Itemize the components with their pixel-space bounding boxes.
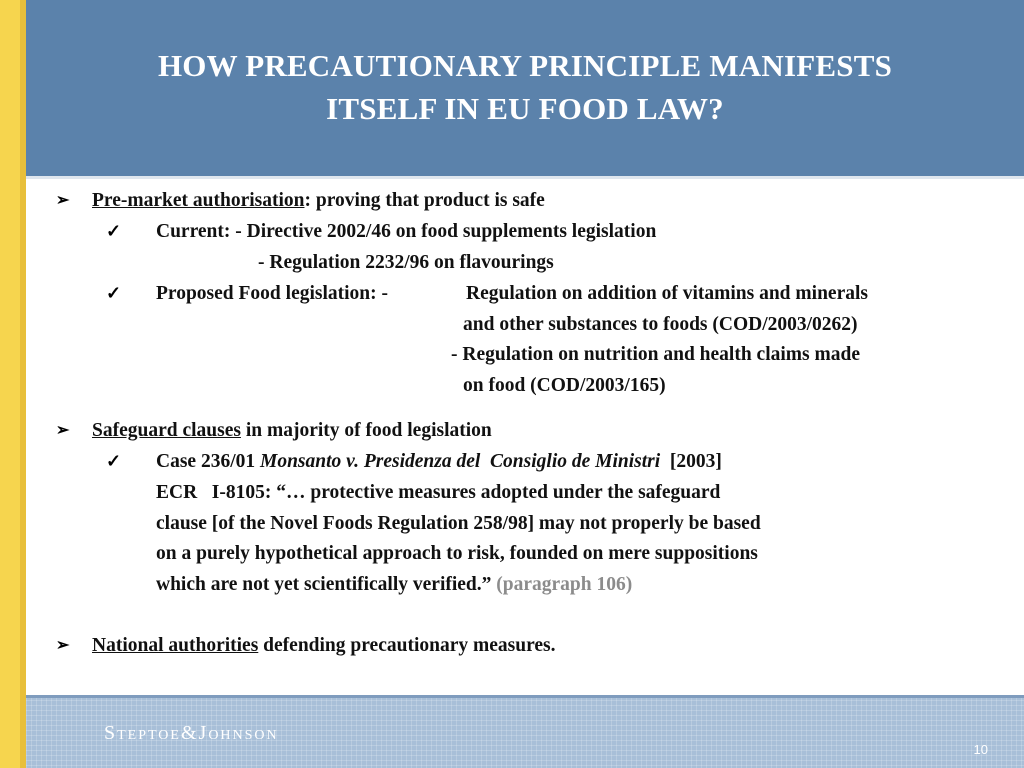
national-heading: National authorities [92,635,259,656]
case-quote-end: which are not yet scientifically verified.” [156,574,497,595]
case-year: [2003] [660,451,722,472]
bullet-premarket [92,189,545,213]
checkmark-icon: ✓ [106,221,122,241]
arrow-bullet-icon: ➢ [56,192,70,209]
arrow-bullet-icon: ➢ [56,422,70,439]
slide-title-line1: HOW PRECAUTIONARY PRINCIPLE MANIFESTS [157,48,893,83]
case-name: Monsanto v. Presidenza del Consiglio de Ministri [260,451,661,472]
case-line2: ECR I-8105: “… protective measures adopted under the safeguard [156,482,721,503]
arrow-bullet-icon: ➢ [56,637,70,654]
case-line1 [156,450,722,474]
checkmark-icon: ✓ [106,283,122,303]
premarket-text: : proving that product is safe [304,190,545,211]
proposed-reg1-line1: Regulation on addition of vitamins and minerals [466,283,868,304]
proposed-reg2-line1: - Regulation on nutrition and health claims made [451,344,860,365]
safeguard-heading: Safeguard clauses [92,420,241,441]
footer-divider [26,695,1024,698]
company-logo: Steptoe&Johnson [104,722,279,744]
slide-title-line2: ITSELF IN EU FOOD LAW? [326,91,724,126]
bullet-national [92,634,556,658]
page-number: 10 [973,742,988,757]
case-line5 [156,573,632,597]
bullet-safeguard [92,419,492,443]
current-line2: - Regulation 2232/96 on flavourings [258,252,554,273]
proposed-reg2-line2: on food (COD/2003/165) [463,375,666,396]
case-prefix: Case 236/01 [156,451,260,472]
national-text: defending precautionary measures. [258,635,556,656]
paragraph-reference: (paragraph 106) [496,574,633,595]
current-line1: Current: - Directive 2002/46 on food supplements legislation [156,221,657,242]
case-line3: clause [of the Novel Foods Regulation 258/98] may not properly be based [156,513,761,534]
slide-title [26,44,1024,130]
premarket-heading: Pre-market authorisation [92,190,305,211]
proposed-label: Proposed Food legislation: - [156,283,389,304]
checkmark-icon: ✓ [106,451,122,471]
case-line4: on a purely hypothetical approach to risk, founded on mere suppositions [156,543,758,564]
proposed-reg1-line2: and other substances to foods (COD/2003/0262) [463,314,858,335]
safeguard-text: in majority of food legislation [240,420,492,441]
